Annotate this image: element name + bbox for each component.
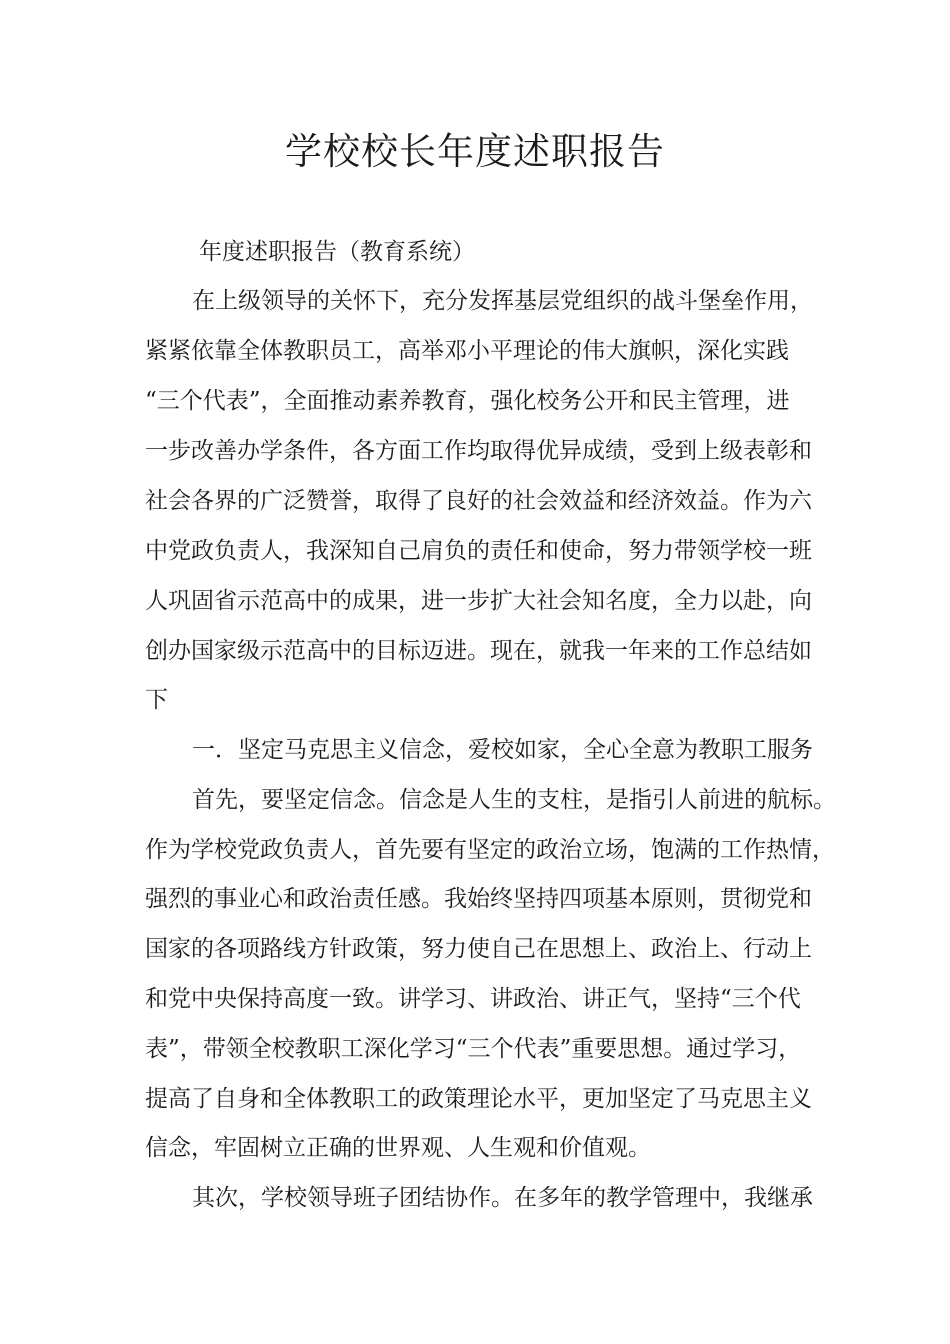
paragraph-line: 社会各界的广泛赞誉，取得了良好的社会效益和经济效益。作为六 (145, 488, 812, 514)
paragraph-line: 紧紧依靠全体教职员工，高举邓小平理论的伟大旗帜，深化实践 (145, 338, 789, 364)
paragraph-line: 国家的各项路线方针政策，努力使自己在思想上、政治上、行动上 (145, 936, 812, 962)
subtitle-line: 年度述职报告（教育系统） (199, 239, 475, 265)
paragraph-line: 提高了自身和全体教职工的政策理论水平，更加坚定了马克思主义 (145, 1086, 812, 1112)
paragraph-line: 人巩固省示范高中的成果，进一步扩大社会知名度，全力以赴，向 (145, 588, 812, 614)
paragraph-line: “三个代表”，全面推动素养教育，强化校务公开和民主管理，进 (145, 388, 790, 414)
paragraph-line: 中党政负责人，我深知自己肩负的责任和使命，努力带领学校一班 (145, 538, 812, 564)
paragraph-line: 首先，要坚定信念。信念是人生的支柱，是指引人前进的航标。 (192, 787, 836, 813)
paragraph-line: 作为学校党政负责人，首先要有坚定的政治立场，饱满的工作热情， (145, 837, 835, 863)
paragraph-line: 在上级领导的关怀下，充分发挥基层党组织的战斗堡垒作用， (192, 288, 813, 314)
paragraph-line: 表”，带领全校教职工深化学习“三个代表”重要思想。通过学习， (145, 1036, 802, 1062)
paragraph-line: 强烈的事业心和政治责任感。我始终坚持四项基本原则，贯彻党和 (145, 886, 812, 912)
paragraph-line: 下 (145, 687, 168, 713)
paragraph-line: 信念，牢固树立正确的世界观、人生观和价值观。 (145, 1135, 651, 1161)
paragraph-line: 和党中央保持高度一致。讲学习、讲政治、讲正气，坚持“三个代 (145, 986, 801, 1012)
document-title: 学校校长年度述职报告 (285, 130, 665, 173)
paragraph-line: 创办国家级示范高中的目标迈进。现在，就我一年来的工作总结如 (145, 638, 812, 664)
section-heading: 一．坚定马克思主义信念，爱校如家，全心全意为教职工服务 (192, 737, 813, 763)
paragraph-line: 一步改善办学条件，各方面工作均取得优异成绩，受到上级表彰和 (145, 438, 812, 464)
paragraph-line: 其次，学校领导班子团结协作。在多年的教学管理中，我继承 (192, 1185, 813, 1211)
